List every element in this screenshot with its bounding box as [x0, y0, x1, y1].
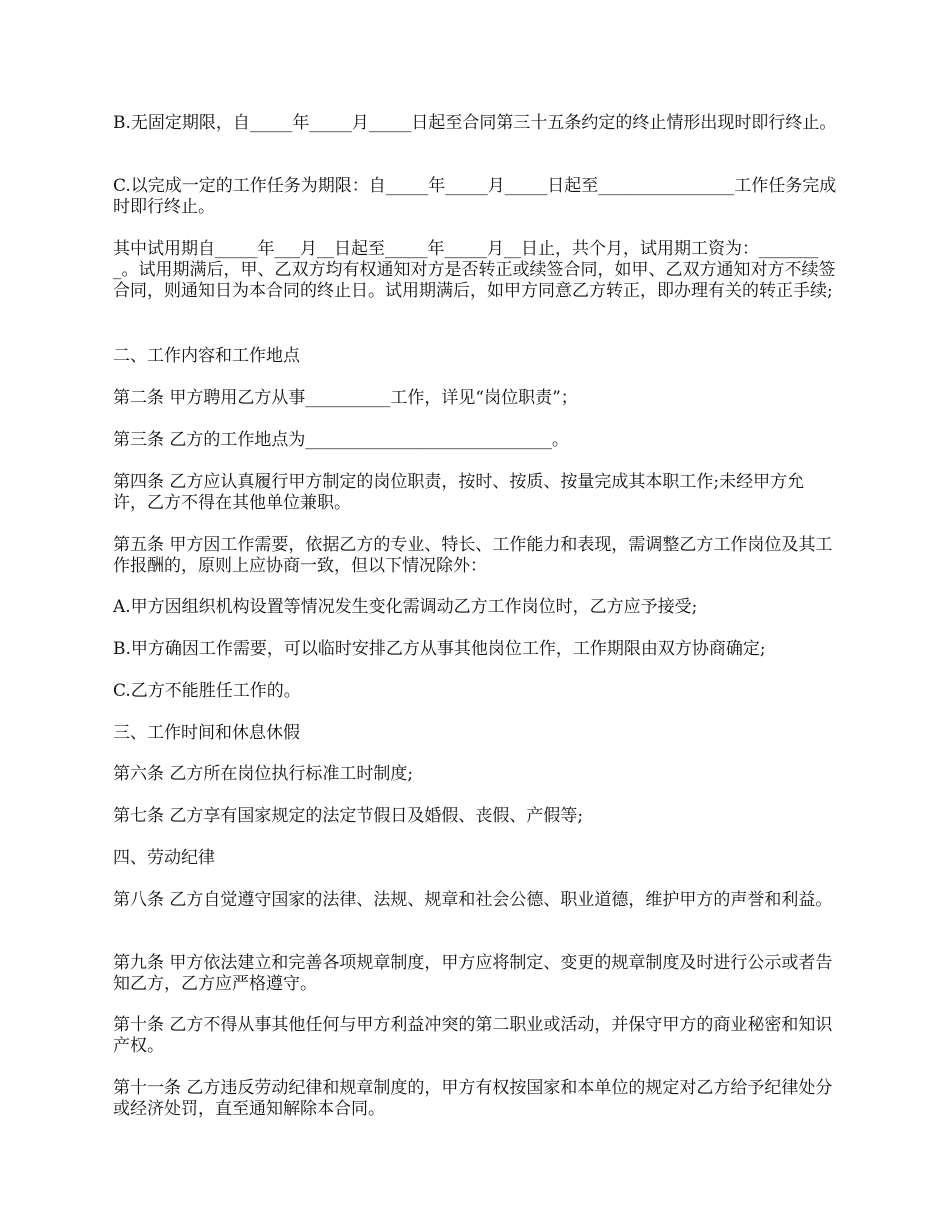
- probation-paragraph: 其中试用期自_____年___月__日起至_____年_____月__日止，共个月，试用期工资为：________。试用期满后，甲、乙双方均有权通知对方是否转正或续签合同，如甲、乙双方通知对方不续签合同，则通知日为本合同的终止日。试用期满后，如甲方同意乙方转正，即办理有关的转正手续;: [113, 239, 836, 301]
- article-7: 第七条 乙方享有国家规定的法定节假日及婚假、丧假、产假等;: [113, 806, 584, 826]
- section-heading-work-time: 三、工作时间和休息休假: [113, 723, 300, 743]
- article-8: 第八条 乙方自觉遵守国家的法律、法规、规章和社会公德、职业道德，维护甲方的声誉和利益。: [113, 890, 833, 910]
- section-heading-work-content: 二、工作内容和工作地点: [113, 346, 300, 366]
- article-11: 第十一条 乙方违反劳动纪律和规章制度的，甲方有权按国家和本单位的规定对乙方给予纪律处分或经济处罚，直至通知解除本合同。: [113, 1078, 833, 1119]
- section-heading-discipline: 四、劳动纪律: [113, 848, 215, 868]
- article-9: 第九条 甲方依法建立和完善各项规章制度，甲方应将制定、变更的规章制度及时进行公示或者告知乙方，乙方应严格遵守。: [113, 953, 833, 994]
- exception-a: A.甲方因组织机构设置等情况发生变化需调动乙方工作岗位时，乙方应予接受;: [113, 597, 698, 617]
- article-2: 第二条 甲方聘用乙方从事__________工作，详见“岗位职责”；: [113, 388, 578, 408]
- article-6: 第六条 乙方所在岗位执行标准工时制度;: [113, 764, 414, 784]
- exception-c: C.乙方不能胜任工作的。: [113, 681, 301, 701]
- article-5: 第五条 甲方因工作需要，依据乙方的专业、特长、工作能力和表现，需调整乙方工作岗位及其工作报酬的，原则上应协商一致，但以下情况除外：: [113, 535, 833, 576]
- exception-b: B.甲方确因工作需要，可以临时安排乙方从事其他岗位工作，工作期限由双方协商确定;: [113, 639, 766, 659]
- article-3: 第三条 乙方的工作地点为_____________________________。: [113, 430, 569, 450]
- clause-c-task-term: C.以完成一定的工作任务为期限：自_____年_____月_____日起至________________工作任务完成时即行终止。: [113, 176, 837, 217]
- article-4: 第四条 乙方应认真履行甲方制定的岗位职责，按时、按质、按量完成其本职工作;未经甲方允许，乙方不得在其他单位兼职。: [113, 472, 805, 513]
- article-10: 第十条 乙方不得从事其他任何与甲方利益冲突的第二职业或活动，并保守甲方的商业秘密和知识产权。: [113, 1015, 833, 1056]
- clause-b-no-fixed-term: B.无固定期限，自_____年_____月_____日起至合同第三十五条约定的终止情形出现时即行终止。: [113, 113, 837, 133]
